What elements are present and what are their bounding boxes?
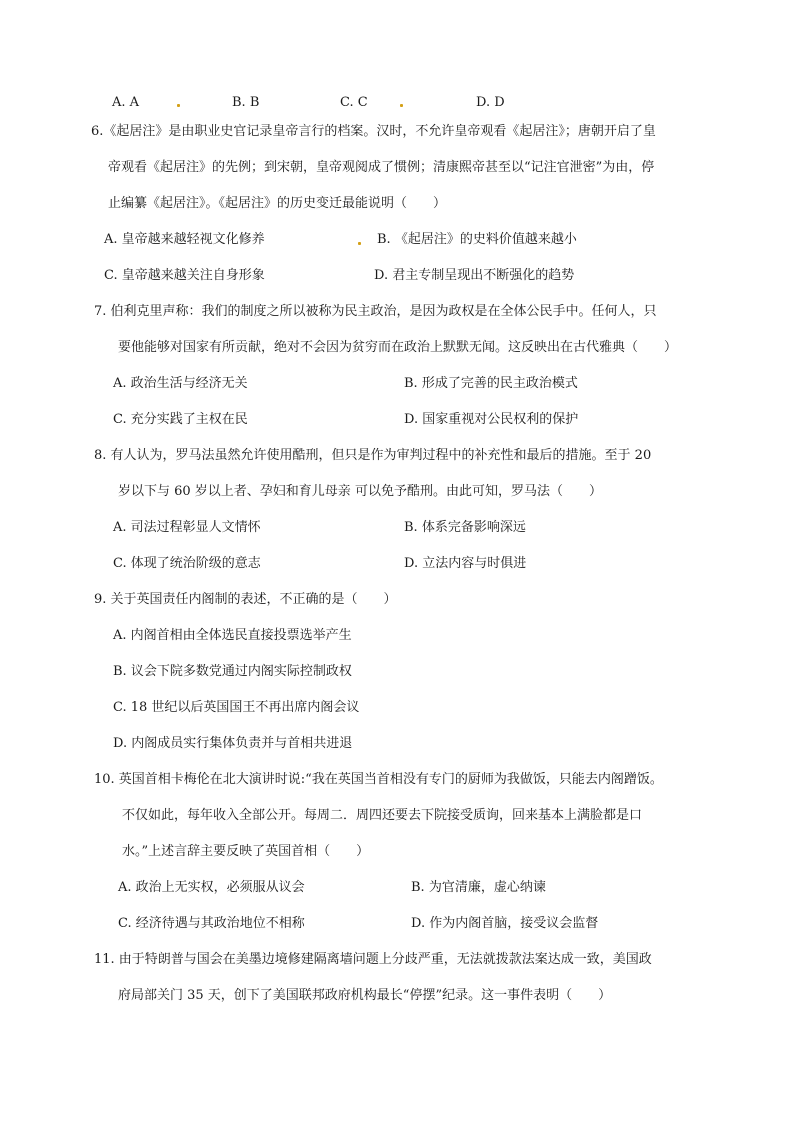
q10-stem-line-2: 不仅如此，每年收入全部公开。每周二．周四还要去下院接受质询，回来基本上满脸都是口 xyxy=(122,808,643,823)
q7-option-c: C. 充分实践了主权在民 xyxy=(113,412,248,427)
q8-stem-line-1: 8. 有人认为，罗马法虽然允许使用酷刑，但只是作为审判过程中的补充性和最后的措施。至于 20 xyxy=(94,448,652,463)
q11-stem-line-1: 11. 由于特朗普与国会在美墨边境修建隔离墙问题上分歧严重，无法就拨款法案达成一致，美国政 xyxy=(94,952,652,967)
q6-stem-line-3: 止编纂《起居注》。《起居注》的历史变迁最能说明（ ） xyxy=(108,196,447,211)
q9-option-a: A. 内阁首相由全体选民直接投票选举产生 xyxy=(113,628,352,643)
q9-option-c: C. 18 世纪以后英国国王不再出席内阁会议 xyxy=(113,700,360,715)
q5-option-d: D. D xyxy=(476,95,505,110)
q10-option-d: D. 作为内阁首脑，接受议会监督 xyxy=(411,916,599,931)
q5-option-b: B. B xyxy=(232,95,260,110)
q9-option-b: B. 议会下院多数党通过内阁实际控制政权 xyxy=(113,664,352,679)
q8-option-b: B. 体系完备影响深远 xyxy=(404,520,526,535)
q7-option-a: A. 政治生活与经济无关 xyxy=(113,376,248,391)
q10-option-c: C. 经济待遇与其政治地位不相称 xyxy=(118,916,305,931)
q8-option-a: A. 司法过程彰显人文情怀 xyxy=(113,520,261,535)
q8-stem-line-2: 岁以下与 60 岁以上者、孕妇和育儿母亲 可以免予酷刑。由此可知，罗马法（ ） xyxy=(118,484,602,499)
q6-option-c: C. 皇帝越来越关注自身形象 xyxy=(104,268,265,283)
q5-marker-dot xyxy=(400,104,403,107)
q10-stem-line-3: 水。”上述言辞主要反映了英国首相（ ） xyxy=(122,844,370,859)
q5-option-a: A. A xyxy=(112,95,140,110)
q7-option-b: B. 形成了完善的民主政治模式 xyxy=(404,376,578,391)
q6-stem-line-1: 6.《起居注》是由职业史官记录皇帝言行的档案。汉时，不允许皇帝观看《起居注》；唐朝开启了皇 xyxy=(91,124,656,139)
q6-marker-dot xyxy=(358,242,361,245)
q10-stem-line-1: 10. 英国首相卡梅伦在北大演讲时说:“我在英国当首相没有专门的厨师为我做饭，只能去内阁蹭饭。 xyxy=(94,772,663,787)
q6-option-b: B. 《起居注》的史料价值越来越小 xyxy=(377,232,577,247)
q8-option-d: D. 立法内容与时俱进 xyxy=(404,556,527,571)
q5-option-c: C. C xyxy=(340,95,368,110)
q7-stem-line-1: 7. 伯利克里声称：我们的制度之所以被称为民主政治，是因为政权是在全体公民手中。任何人，只 xyxy=(94,304,657,319)
q6-stem-line-2: 帝观看《起居注》的先例；到宋朝，皇帝观阅成了惯例；清康熙帝甚至以“记注官泄密”为由，停 xyxy=(108,160,655,175)
q6-option-d: D. 君主专制呈现出不断强化的趋势 xyxy=(374,268,575,283)
q9-option-d: D. 内阁成员实行集体负责并与首相共进退 xyxy=(113,736,353,751)
q7-stem-line-2: 要他能够对国家有所贡献，绝对不会因为贫穷而在政治上默默无闻。这反映出在古代雅典（ ） xyxy=(118,340,678,355)
q9-stem-line-1: 9. 关于英国责任内阁制的表述，不正确的是（ ） xyxy=(94,592,397,607)
q11-stem-line-2: 府局部关门 35 天，创下了美国联邦政府机构最长“停摆”纪录。这一事件表明（ ） xyxy=(118,988,612,1003)
q5-marker-dot xyxy=(177,104,180,107)
q7-option-d: D. 国家重视对公民权利的保护 xyxy=(404,412,579,427)
q6-option-a: A. 皇帝越来越轻视文化修养 xyxy=(104,232,265,247)
q8-option-c: C. 体现了统治阶级的意志 xyxy=(113,556,261,571)
q10-option-a: A. 政治上无实权，必须服从议会 xyxy=(118,880,305,895)
q10-option-b: B. 为官清廉，虚心纳谏 xyxy=(411,880,546,895)
